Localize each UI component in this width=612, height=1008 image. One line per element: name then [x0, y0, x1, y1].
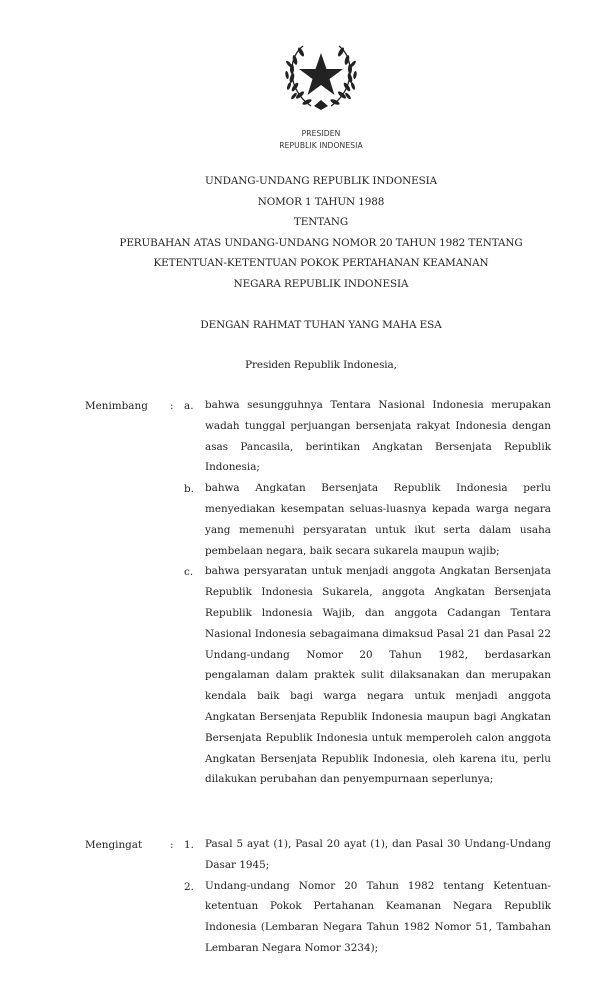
title-line: TENTANG [293, 216, 349, 229]
text-line: pembelaan negara, baik secara sukarela maupun wajib; [205, 544, 500, 557]
title-line: PERUBAHAN ATAS UNDANG-UNDANG NOMOR 20 TAHUN 1982 TENTANG [119, 236, 523, 249]
text-line: Angkatan Bersenjata Republik Indonesia maupun bagi Angkatan [205, 710, 551, 723]
item-paragraph [205, 561, 551, 790]
text-line: Nasional Indonesia sebagaimana dimaksud Pasal 21 dan Pasal 22 [205, 627, 551, 640]
section-colon: : [170, 400, 174, 412]
item-marker: c. [184, 566, 194, 579]
section-label: Menimbang [85, 400, 148, 412]
text-line: Dasar 1945; [205, 858, 270, 871]
item-paragraph [205, 876, 551, 959]
text-line: Angkatan Bersenjata Republik Indonesia, oleh karena itu, perlu [205, 752, 551, 765]
letterhead-line-1: PRESIDEN [301, 129, 341, 138]
section-label: Mengingat [85, 839, 143, 851]
text-line: menyediakan kesempatan seluas-luasnya kepada warga negara [205, 502, 551, 515]
text-line: Lembaran Negara Nomor 3234); [205, 941, 379, 954]
text-line: dilakukan perubahan dan penyempurnaan seperlunya; [205, 773, 494, 786]
title-line: NEGARA REPUBLIK INDONESIA [233, 278, 409, 290]
invocation: DENGAN RAHMAT TUHAN YANG MAHA ESA [200, 319, 442, 331]
item-marker: 2. [184, 880, 194, 893]
text-line: bahwa sesungguhnya Tentara Nasional Indonesia merupakan [205, 399, 551, 411]
title-line: KETENTUAN-KETENTUAN POKOK PERTAHANAN KEAMANAN [153, 257, 489, 270]
text-line: Pasal 5 ayat (1), Pasal 20 ayat (1), dan Pasal 30 Undang-Undang [205, 838, 551, 850]
text-line: Republik Indonesia Sukarela, anggota Angkatan Bersenjata [205, 586, 551, 599]
title-line: NOMOR 1 TAHUN 1988 [257, 195, 385, 208]
text-line: yang memenuhi persyaratan untuk ikut serta dalam usaha [205, 523, 551, 536]
section-colon: : [170, 839, 174, 851]
title-line: UNDANG-UNDANG REPUBLIK INDONESIA [204, 175, 438, 187]
item-marker: 1. [184, 839, 194, 851]
text-line: bahwa Angkatan Bersenjata Republik Indonesia perlu [205, 482, 551, 495]
text-line: asas Pancasila, berintikan Angkatan Bersenjata Republik [205, 440, 551, 453]
text-line: Bersenjata Republik Indonesia untuk memperoleh calon anggota [205, 731, 551, 744]
text-line: wadah tunggal perjuangan bersenjata rakyat Indonesia dengan [205, 419, 551, 432]
text-line: Undang-undang Nomor 20 Tahun 1982, berdasarkan [205, 648, 551, 661]
item-marker: b. [184, 483, 194, 496]
text-line: kendala baik bagi warga negara untuk menjadi anggota [205, 690, 551, 703]
letterhead-line-2: REPUBLIK INDONESIA [279, 141, 363, 150]
item-paragraph [205, 478, 551, 561]
text-line: Republik lndonesia Wajib, dan anggota Cadangan Tentara [205, 606, 551, 619]
presidential-emblem-icon [281, 38, 361, 114]
item-marker: a. [184, 400, 194, 412]
item-paragraph [205, 834, 551, 876]
president-heading: Presiden Republik Indonesia, [245, 359, 397, 371]
text-line: Indonesia (Lembaran Negara Tahun 1982 Nomor 51, Tambahan [205, 921, 551, 934]
text-line: ketentuan Pokok Pertahanan Keamanan Negara Republik [205, 900, 551, 913]
item-paragraph [205, 395, 551, 478]
text-line: bahwa persyaratan untuk menjadi anggota Angkatan Bersenjata [205, 565, 551, 578]
text-line: pengalaman dalam praktek sulit dilaksanakan dan merupakan [205, 669, 551, 682]
text-line: Undang-undang Nomor 20 Tahun 1982 tentang Ketentuan- [205, 879, 551, 892]
text-line: Indonesia; [205, 461, 260, 474]
